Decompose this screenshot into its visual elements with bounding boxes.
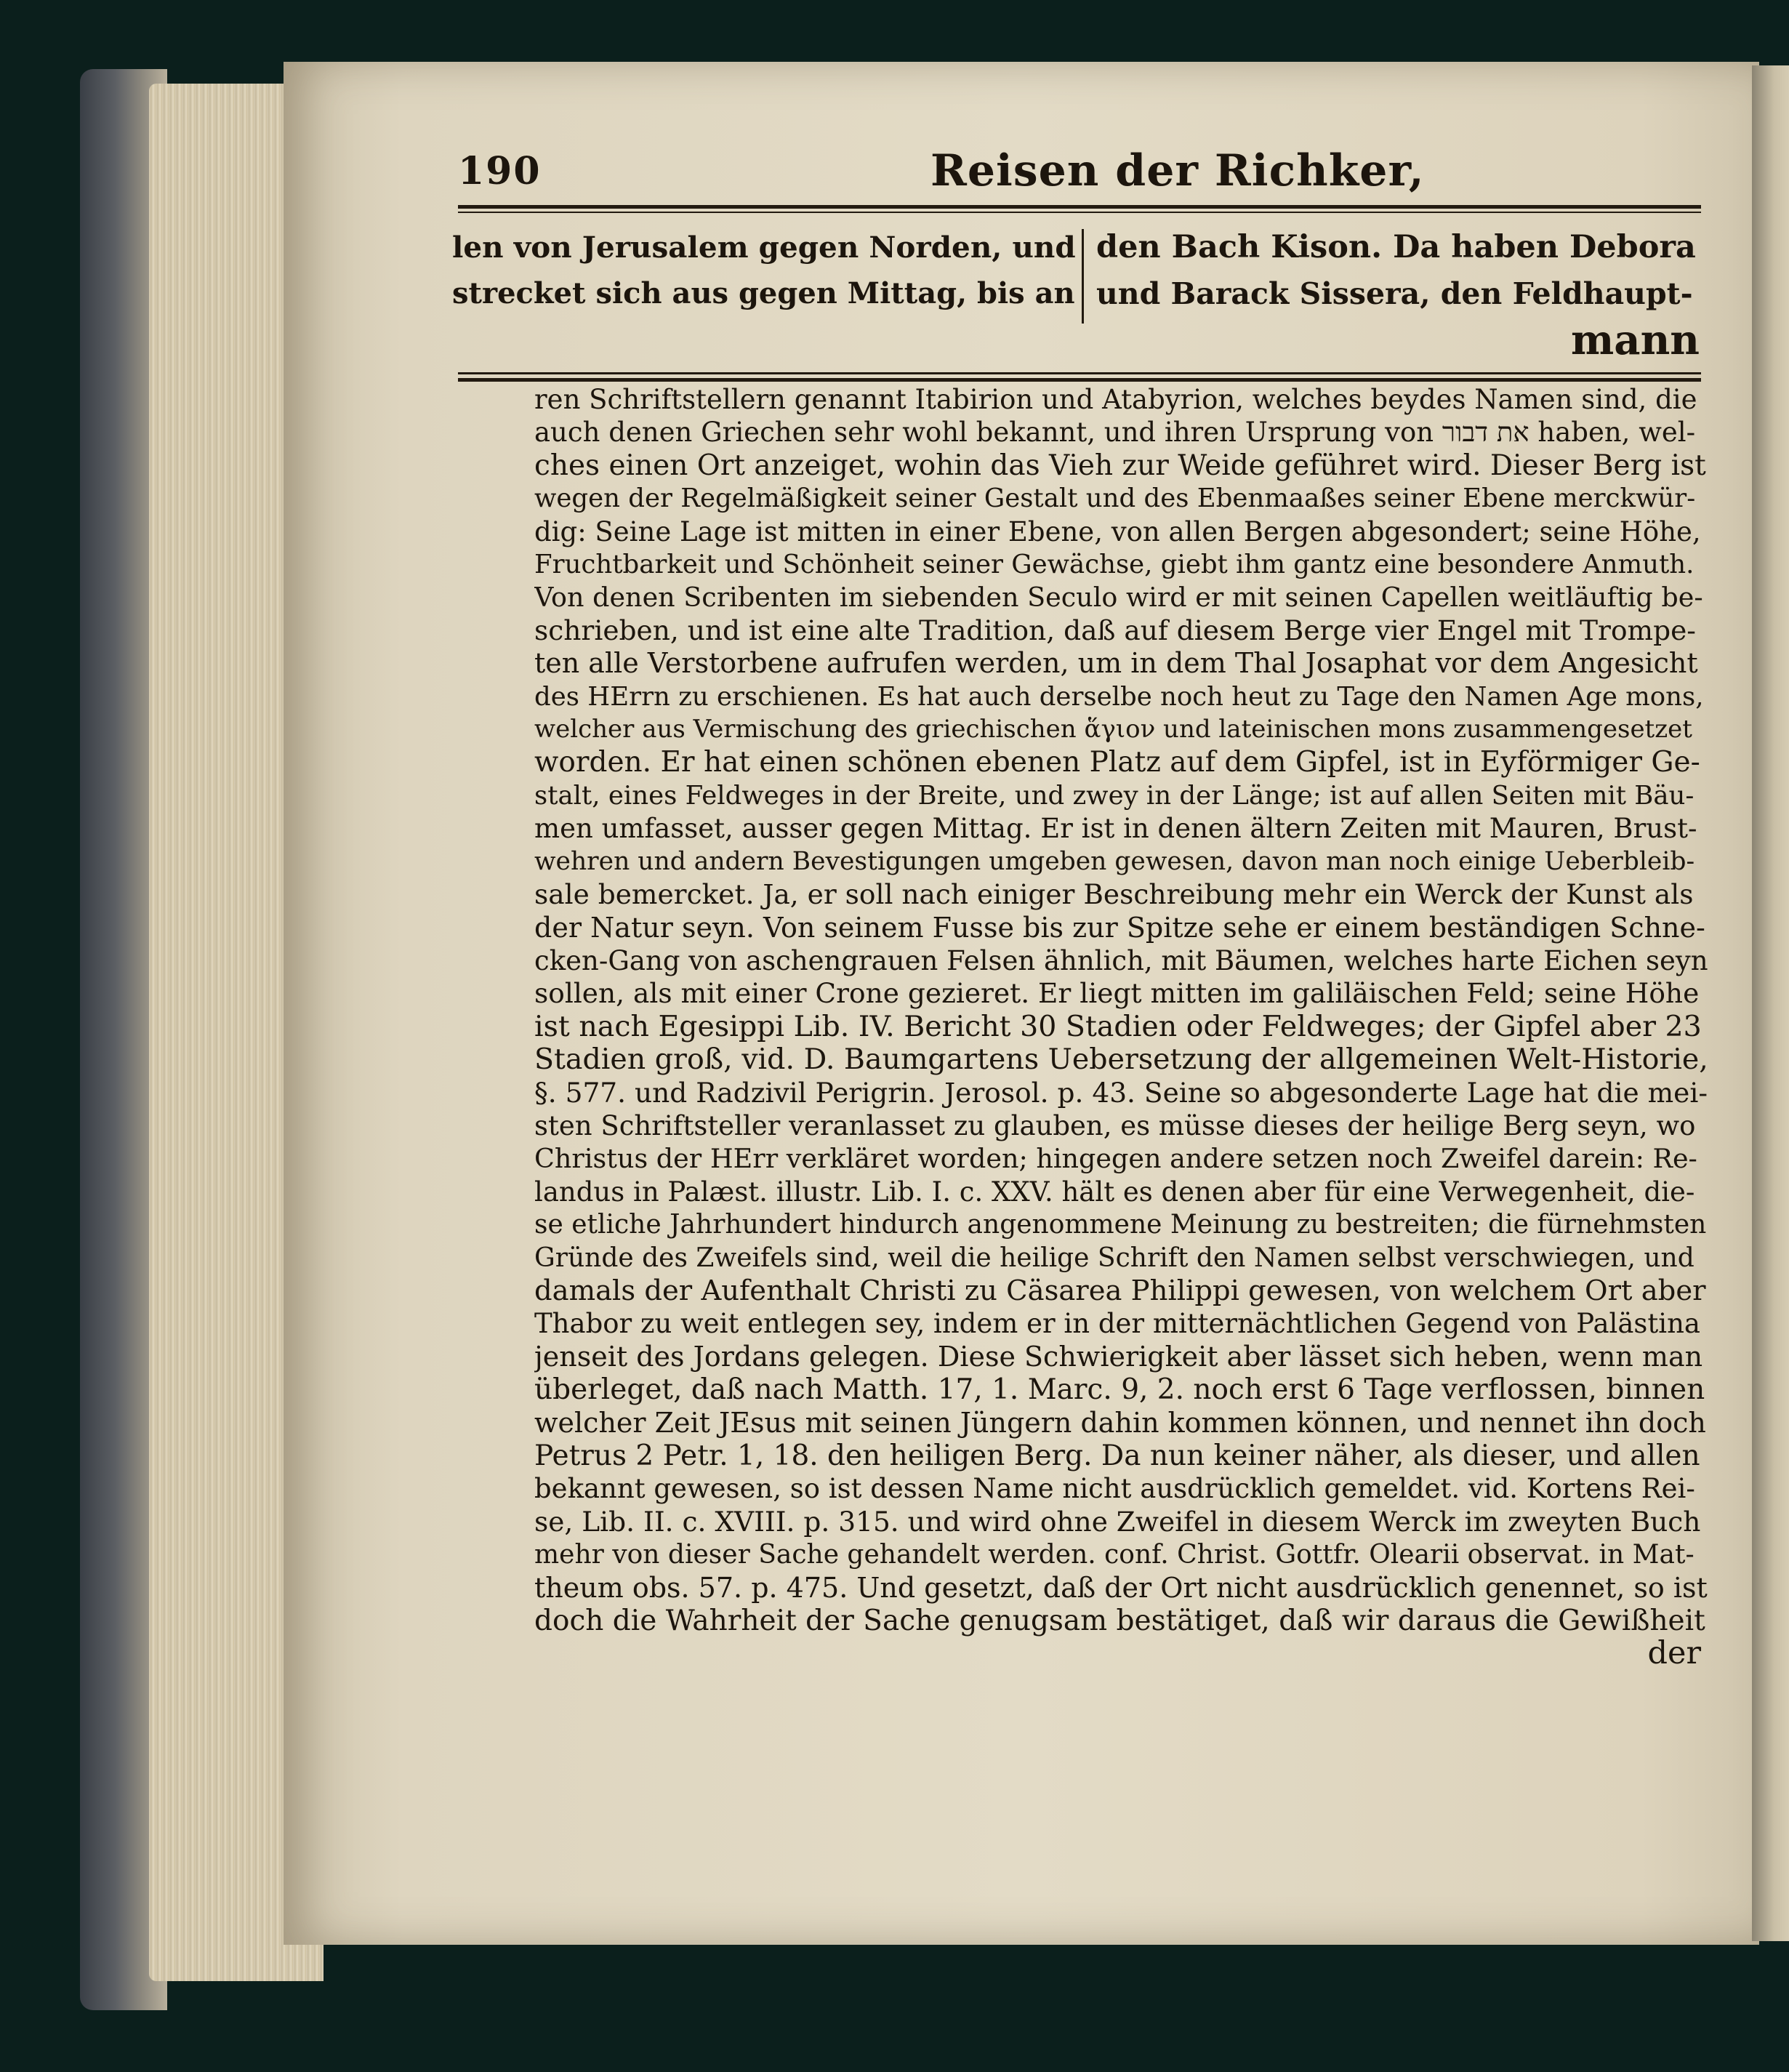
text-line: Stadien groß, vid. D. Baumgartens Uebersetzung der allgemeinen Welt-Historie, [534, 1043, 1708, 1077]
text-line: jenseit des Jordans gelegen. Diese Schwierigkeit aber lässet sich heben, wenn man [534, 1340, 1703, 1373]
text-line: schrieben, und ist eine alte Tradition, daß auf diesem Berge vier Engel mit Trompe- [534, 614, 1696, 646]
text-line: damals der Aufenthalt Christi zu Cäsarea Philippi gewesen, von welchem Ort aber [534, 1274, 1706, 1307]
text-line: Von denen Scribenten im siebenden Seculo wird er mit seinen Capellen weitläuftig be- [534, 582, 1703, 614]
text-line: auch denen Griechen sehr wohl bekannt, und ihren Ursprung von את דבור haben, wel- [534, 417, 1696, 449]
text-line: Thabor zu weit entlegen sey, indem er in der mitternächtlichen Gegend von Palästina [534, 1308, 1700, 1340]
text-line: überleget, daß nach Matth. 17, 1. Marc. 9, 2. noch erst 6 Tage verflossen, binnen [534, 1373, 1705, 1407]
text-line: sollen, als mit einer Crone gezieret. Er liegt mitten im galiläischen Feld; seine Höhe [534, 977, 1700, 1010]
text-line: ches einen Ort anzeiget, wohin das Vieh zur Weide geführet wird. Dieser Berg ist [534, 449, 1706, 482]
running-head [458, 142, 1701, 207]
text-line: worden. Er hat einen schönen ebenen Platz auf dem Gipfel, ist in Eyförmiger Ge- [534, 746, 1700, 779]
column-divider [1082, 229, 1084, 324]
text-line: Gründe des Zweifels sind, weil die heilige Schrift den Namen selbst verschwiegen, und [534, 1242, 1694, 1273]
text-line: welcher aus Vermischung des griechischen ἅγιον und lateinischen mons zusammengesetzet [534, 715, 1692, 744]
text-line: sale bemercket. Ja, er soll nach einiger Beschreibung mehr ein Werck der Kunst als [534, 878, 1694, 911]
text-line: welcher Zeit JEsus mit seinen Jüngern dahin kommen können, und nennet ihn doch [534, 1406, 1706, 1439]
text-line: dig: Seine Lage ist mitten in einer Ebene, von allen Bergen abgesondert; seine Höhe, [534, 515, 1701, 547]
text-line: ten alle Verstorbene aufrufen werden, um in dem Thal Josaphat vor dem Angesicht [534, 647, 1698, 680]
text-line: des HErrn zu erschienen. Es hat auch derselbe noch heut zu Tage den Namen Age mons, [534, 681, 1704, 712]
page-number: 190 [458, 149, 542, 193]
text-line: sten Schriftsteller veranlasset zu glauben, es müsse dieses der heilige Berg seyn, wo [534, 1109, 1696, 1141]
text-line: wegen der Regelmäßigkeit seiner Gestalt und des Ebenmaaßes seiner Ebene merckwür- [534, 483, 1696, 514]
text-line: stalt, eines Feldweges in der Breite, und zwey in der Länge; ist auf allen Seiten mit Bäu- [534, 780, 1694, 811]
text-line: men umfasset, ausser gegen Mittag. Er ist in denen ältern Zeiten mit Mauren, Brust- [534, 813, 1697, 845]
text-line: cken-Gang von aschengrauen Felsen ähnlich, mit Bäumen, welches harte Eichen seyn [534, 944, 1708, 976]
column-line: len von Jerusalem gegen Norden, und [452, 230, 1076, 265]
text-line: mehr von dieser Sache gehandelt werden. conf. Christ. Gottfr. Olearii observat. in Mat- [534, 1540, 1694, 1570]
text-line: wehren und andern Bevestigungen umgeben gewesen, davon man noch einige Ueberbleib- [534, 846, 1695, 876]
catchword: der [1647, 1637, 1701, 1671]
text-line: se etliche Jahrhundert hindurch angenommene Meinung zu bestreiten; die fürnehmsten [534, 1210, 1707, 1240]
footnote-body [534, 383, 1708, 1671]
text-line: der Natur seyn. Von seinem Fusse bis zur Spitze sehe er einem beständigen Schne- [534, 911, 1705, 944]
text-line: bekannt gewesen, so ist dessen Name nicht ausdrücklich gemeldet. vid. Kortens Rei- [534, 1473, 1695, 1505]
column-line: strecket sich aus gegen Mittag, bis an [452, 276, 1075, 310]
text-line: theum obs. 57. p. 475. Und gesetzt, daß der Ort nicht ausdrücklich genennet, so ist [534, 1571, 1708, 1604]
text-line: Christus der HErr verkläret worden; hingegen andere setzen noch Zweifel darein: Re- [534, 1143, 1697, 1175]
upper-column-right [1096, 224, 1700, 364]
column-line: den Bach Kison. Da haben Debora [1096, 229, 1696, 265]
text-line: se, Lib. II. c. XVIII. p. 315. und wird ohne Zweifel in diesem Werck im zweyten Buch [534, 1505, 1701, 1538]
facing-page-edge [1752, 65, 1789, 1941]
upper-column-left [452, 224, 1077, 317]
text-line: landus in Palæst. illustr. Lib. I. c. XXV. hält es denen aber für eine Verwegenheit, die- [534, 1176, 1695, 1208]
column-line: und Barack Sissera, den Feldhaupt- [1096, 276, 1693, 311]
text-line: ist nach Egesippi Lib. IV. Bericht 30 Stadien oder Feldweges; der Gipfel aber 23 [534, 1010, 1702, 1043]
running-title: Reisen der Richker, [930, 145, 1425, 196]
text-line: Fruchtbarkeit und Schönheit seiner Gewächse, giebt ihm gantz eine besondere Anmuth. [534, 550, 1694, 580]
column-line: mann [1571, 316, 1700, 364]
header-rule-thick [458, 205, 1701, 209]
footnote-rule-thin [458, 372, 1701, 374]
footnote-rule-thick [458, 378, 1701, 382]
text-line: Petrus 2 Petr. 1, 18. den heiligen Berg. Da nun keiner näher, als dieser, und allen [534, 1439, 1700, 1472]
header-rule-thin [458, 212, 1701, 213]
text-line: ren Schriftstellern genannt Itabirion und Atabyrion, welches beydes Namen sind, die [534, 384, 1697, 415]
text-line: §. 577. und Radzivil Perigrin. Jerosol. p. 43. Seine so abgesonderte Lage hat die mei- [534, 1076, 1708, 1109]
text-line: doch die Wahrheit der Sache genugsam bestätiget, daß wir daraus die Gewißheit [534, 1605, 1705, 1638]
